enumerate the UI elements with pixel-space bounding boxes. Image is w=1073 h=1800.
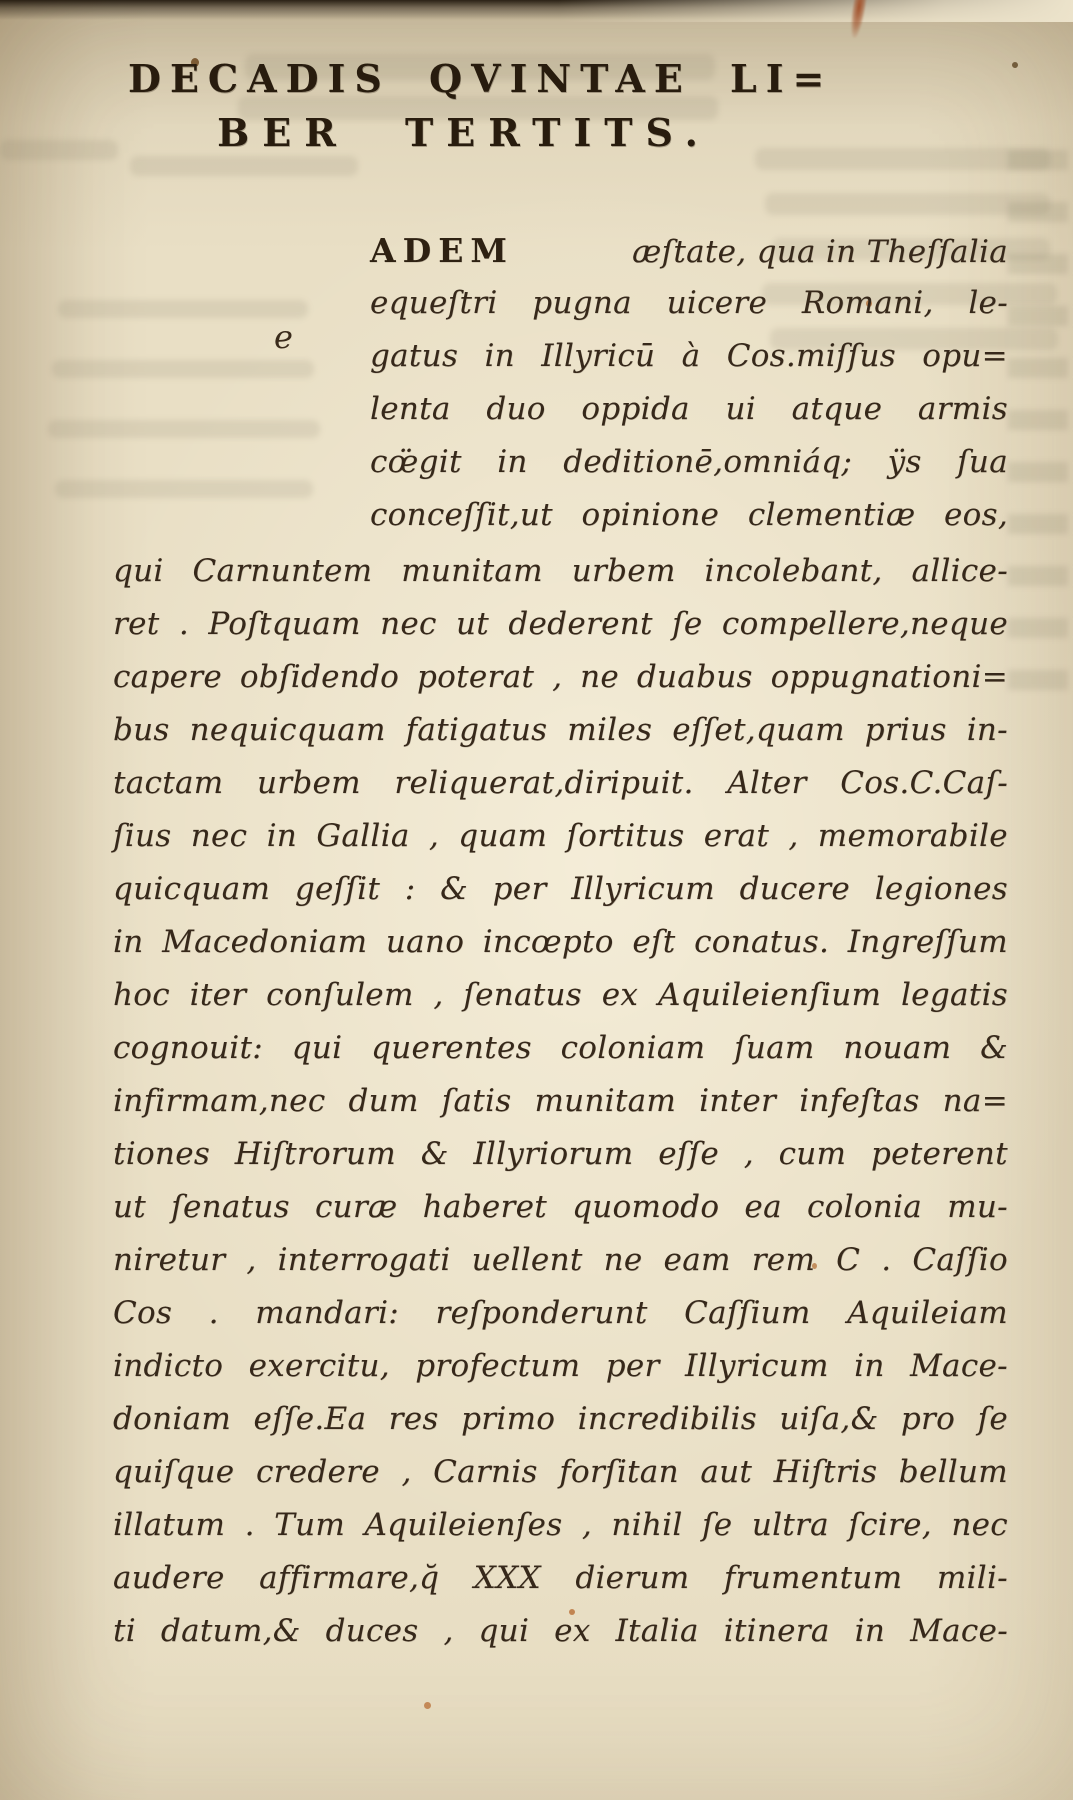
- word: pro: [900, 1401, 956, 1437]
- word: in: [854, 1613, 886, 1649]
- word: compellere,neque: [721, 606, 1008, 642]
- word: Illyricum: [571, 871, 715, 907]
- showthrough-band: [130, 156, 358, 176]
- word: oppugnationi=: [770, 659, 1008, 695]
- word: pugna: [532, 285, 632, 321]
- word: ,: [433, 977, 444, 1013]
- word: ,: [428, 818, 440, 854]
- word: dierum: [575, 1560, 690, 1596]
- text-line: [113, 1234, 1008, 1287]
- word: ſortitus: [566, 818, 685, 854]
- text-line: [113, 1181, 1008, 1234]
- text-line: [113, 651, 1008, 704]
- word: itinera: [723, 1613, 830, 1649]
- word: bellum: [898, 1454, 1008, 1490]
- word: ut: [456, 606, 490, 642]
- word: armis: [917, 391, 1008, 427]
- word: ſe: [672, 606, 703, 642]
- word: exercitu,: [248, 1348, 390, 1384]
- word: forſitan: [559, 1454, 679, 1490]
- word: nequicquam: [189, 712, 386, 748]
- text-line: [113, 1499, 1008, 1552]
- word: conceſſit,ut: [370, 497, 553, 533]
- word: ut: [113, 1189, 147, 1225]
- word: coloniam: [560, 1030, 706, 1066]
- word: legatis: [900, 977, 1008, 1013]
- word: ÿs: [887, 444, 922, 480]
- word: ,: [401, 1454, 412, 1490]
- word: ex: [601, 977, 639, 1013]
- text-line: [113, 1605, 1008, 1658]
- word: frumentum: [723, 1560, 903, 1596]
- word: incredibilis: [577, 1401, 757, 1437]
- page-top-edge-fade: [0, 0, 1073, 22]
- text-line: [113, 1287, 1008, 1340]
- foxing-speck: [424, 1702, 431, 1709]
- chapter-heading-line2: BER TERTITS.: [217, 110, 711, 155]
- text-line: [113, 1393, 1008, 1446]
- word: eſſe: [658, 1136, 720, 1172]
- word: munitam: [534, 1083, 677, 1119]
- word: Illyricū: [541, 338, 656, 374]
- word: ea: [744, 1189, 782, 1225]
- word: in: [854, 1348, 885, 1384]
- word: tiones: [113, 1136, 211, 1172]
- word: per: [492, 871, 547, 907]
- word: interrogati: [277, 1242, 451, 1278]
- word: :: [404, 871, 416, 907]
- word: in: [497, 444, 528, 480]
- word: doniam: [113, 1401, 232, 1437]
- text-line: [113, 757, 1008, 810]
- word: incolebant,: [704, 553, 883, 589]
- word: Macedoniam: [162, 924, 368, 960]
- word: Aquileienſium: [657, 977, 882, 1013]
- word: rem: [751, 1242, 816, 1278]
- word: na=: [942, 1083, 1008, 1119]
- text-line: [370, 489, 1008, 542]
- word: XXX: [473, 1560, 541, 1596]
- word: opu=: [922, 338, 1008, 374]
- word: hoc: [113, 977, 170, 1013]
- text-line: [113, 1446, 1008, 1499]
- word: ,: [552, 659, 563, 695]
- word: .: [244, 1507, 255, 1543]
- opening-lines: [370, 277, 1008, 542]
- word: haberet: [422, 1189, 547, 1225]
- word: &: [440, 871, 469, 907]
- word: ,: [743, 1136, 754, 1172]
- word: Hiſtris: [773, 1454, 878, 1490]
- word: mu-: [947, 1189, 1008, 1225]
- text-line: [113, 863, 1008, 916]
- text-line: [113, 810, 1008, 863]
- word: duabus: [636, 659, 753, 695]
- word: Caſſium: [684, 1295, 811, 1331]
- word: colonia: [807, 1189, 923, 1225]
- word: querentes: [371, 1030, 532, 1066]
- word: Illyricum: [685, 1348, 829, 1384]
- word: datum,&: [160, 1613, 301, 1649]
- word: ,: [788, 818, 799, 854]
- word: Gallia: [316, 818, 410, 854]
- word: Mace-: [910, 1613, 1008, 1649]
- incipit-capitals: ADEM: [370, 231, 514, 270]
- word: uicere: [666, 285, 768, 321]
- word: atque: [791, 391, 883, 427]
- word: capere: [113, 659, 222, 695]
- word: Mace-: [910, 1348, 1008, 1384]
- word: le-: [968, 285, 1008, 321]
- word: nihil: [611, 1507, 683, 1543]
- word: ſatis: [441, 1083, 512, 1119]
- word: ne: [603, 1242, 643, 1278]
- word: ſua: [957, 444, 1008, 480]
- word: opinione: [581, 497, 720, 533]
- word: uano: [385, 924, 465, 960]
- word: Alter: [727, 765, 807, 801]
- showthrough-band: [52, 360, 314, 378]
- opening-paragraph: [370, 224, 1008, 542]
- word: ſe: [977, 1401, 1008, 1437]
- word: à: [681, 338, 701, 374]
- word: aut: [700, 1454, 753, 1490]
- word: allice-: [911, 553, 1008, 589]
- word: duo: [486, 391, 546, 427]
- word: geſſit: [294, 871, 381, 907]
- text-line: [113, 1075, 1008, 1128]
- word: Cos.C.Caſ-: [840, 765, 1008, 801]
- word: miles: [567, 712, 653, 748]
- word: ret: [113, 606, 160, 642]
- word: deditionē,omniáq;: [563, 444, 853, 480]
- word: .: [881, 1242, 892, 1278]
- word: indicto: [113, 1348, 224, 1384]
- word: ſcire,: [848, 1507, 932, 1543]
- word: conatus.: [694, 924, 830, 960]
- word: bus: [113, 712, 170, 748]
- word: eam: [663, 1242, 731, 1278]
- word: conſulem: [266, 977, 414, 1013]
- word: mili-: [936, 1560, 1008, 1596]
- chapter-heading-line1: DECADIS QVINTAE LI=: [128, 56, 834, 101]
- text-line: [113, 598, 1008, 651]
- word: Illyriorum: [473, 1136, 634, 1172]
- word: eſſet,quam: [672, 712, 845, 748]
- word: ,: [443, 1613, 454, 1649]
- text-line: [113, 969, 1008, 1022]
- showthrough-band: [0, 140, 118, 160]
- word: illatum: [113, 1507, 226, 1543]
- word: eſt: [632, 924, 676, 960]
- word: in: [484, 338, 515, 374]
- foxing-speck: [1012, 62, 1018, 68]
- word: prius: [864, 712, 947, 748]
- word: quomodo: [572, 1189, 720, 1225]
- text-line: [113, 1022, 1008, 1075]
- word: res: [388, 1401, 439, 1437]
- body-paragraph: [113, 545, 1008, 1658]
- word: primo: [461, 1401, 556, 1437]
- word: peterent: [870, 1136, 1008, 1172]
- word: in-: [966, 712, 1008, 748]
- word: ſe: [701, 1507, 733, 1543]
- word: cœ̈git: [370, 444, 462, 480]
- word: quam: [458, 818, 548, 854]
- text-line: [370, 224, 1008, 277]
- text-line: [370, 330, 1008, 383]
- word: &: [420, 1136, 449, 1172]
- word: nouam: [843, 1030, 952, 1066]
- text-line: [113, 1552, 1008, 1605]
- showthrough-band: [55, 480, 313, 498]
- word: dederent: [508, 606, 653, 642]
- body-lines: [113, 545, 1008, 1658]
- word: inter: [699, 1083, 777, 1119]
- word: ex: [554, 1613, 591, 1649]
- word: Hiſtrorum: [234, 1136, 397, 1172]
- word: reſponderunt: [435, 1295, 648, 1331]
- word: ne: [580, 659, 620, 695]
- word: fatigatus: [405, 712, 548, 748]
- word: Aquileienſes: [364, 1507, 563, 1543]
- word: Italia: [615, 1613, 699, 1649]
- word: ,: [246, 1242, 257, 1278]
- word: nec: [951, 1507, 1008, 1543]
- text-line: [370, 383, 1008, 436]
- word: quiſque: [113, 1454, 235, 1490]
- showthrough-band: [48, 420, 320, 438]
- chapter-heading: [128, 56, 834, 155]
- word: C: [836, 1242, 861, 1278]
- word: infirmam,nec: [113, 1083, 326, 1119]
- text-line: [113, 1128, 1008, 1181]
- word: ſenatus: [171, 1189, 290, 1225]
- word: Tum: [274, 1507, 346, 1543]
- text-line: [113, 916, 1008, 969]
- word: duces: [325, 1613, 419, 1649]
- word: ſius: [113, 818, 172, 854]
- word: Cos: [113, 1295, 173, 1331]
- showthrough-column: [1008, 150, 1068, 710]
- word: .: [208, 1295, 219, 1331]
- word: urbem: [256, 765, 361, 801]
- word: affirmare,q̆: [259, 1560, 440, 1596]
- word: per: [605, 1348, 660, 1384]
- word: equeſtri: [370, 285, 498, 321]
- word: Caſſio: [912, 1242, 1008, 1278]
- word: poterat: [417, 659, 535, 695]
- word: gatus: [370, 338, 459, 374]
- word: iter: [189, 977, 247, 1013]
- word: qui: [291, 1030, 343, 1066]
- word: reliquerat,diripuit.: [394, 765, 694, 801]
- word: erat: [703, 818, 770, 854]
- word: oppida: [581, 391, 690, 427]
- word: quicquam: [113, 871, 271, 907]
- word: eos,: [944, 497, 1008, 533]
- word: in: [113, 924, 144, 960]
- word: dum: [348, 1083, 419, 1119]
- word: &: [980, 1030, 1008, 1066]
- word: nec: [380, 606, 437, 642]
- word: infeſtas: [799, 1083, 920, 1119]
- word: qui: [113, 553, 164, 589]
- word: ducere: [739, 871, 851, 907]
- word: urbem: [571, 553, 676, 589]
- word: in: [266, 818, 298, 854]
- word: qui: [478, 1613, 530, 1649]
- word: ti: [113, 1613, 136, 1649]
- word: eſſe.Ea: [253, 1401, 367, 1437]
- word: ultra: [751, 1507, 829, 1543]
- text-line: [113, 1340, 1008, 1393]
- word: niretur: [113, 1242, 226, 1278]
- word: cum: [778, 1136, 847, 1172]
- word: memorabile: [817, 818, 1008, 854]
- word: mandari:: [255, 1295, 400, 1331]
- word: clementiæ: [747, 497, 916, 533]
- word: credere: [255, 1454, 380, 1490]
- word: curæ: [315, 1189, 398, 1225]
- initial-guide-letter: e: [274, 318, 293, 356]
- text-line: [370, 436, 1008, 489]
- word: tactam: [113, 765, 224, 801]
- showthrough-band: [58, 300, 308, 318]
- word: Carnis: [433, 1454, 538, 1490]
- word: audere: [113, 1560, 225, 1596]
- incipit-text: æſtate, qua in Theſſalia: [632, 234, 1008, 270]
- word: legiones: [874, 871, 1008, 907]
- word: profectum: [415, 1348, 581, 1384]
- text-line: [113, 704, 1008, 757]
- word: incœpto: [482, 924, 614, 960]
- word: cognouit:: [113, 1030, 263, 1066]
- word: Aquileiam: [847, 1295, 1008, 1331]
- word: uellent: [471, 1242, 583, 1278]
- word: Carnuntem: [192, 553, 373, 589]
- word: Romani,: [801, 285, 934, 321]
- word: uiſa,&: [779, 1401, 879, 1437]
- word: Ingreſſum: [847, 924, 1008, 960]
- word: nec: [190, 818, 248, 854]
- word: Cos.miſſus: [726, 338, 896, 374]
- word: .: [178, 606, 190, 642]
- word: Poſtquam: [208, 606, 361, 642]
- word: lenta: [370, 391, 451, 427]
- word: ſuam: [734, 1030, 815, 1066]
- word: ſenatus: [463, 977, 583, 1013]
- word: ,: [581, 1507, 592, 1543]
- word: munitam: [401, 553, 543, 589]
- text-line: [113, 545, 1008, 598]
- text-line: [370, 277, 1008, 330]
- word: obſidendo: [239, 659, 400, 695]
- word: ui: [725, 391, 756, 427]
